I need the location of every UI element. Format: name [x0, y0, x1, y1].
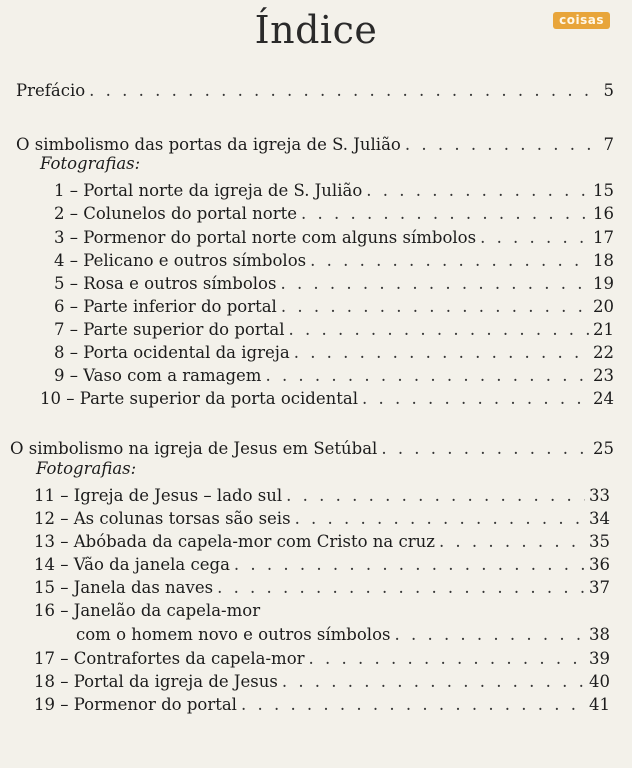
leader-dots	[301, 203, 589, 225]
toc-page-number: 23	[593, 366, 614, 385]
toc-item-text: 8 – Porta ocidental da igreja	[54, 343, 290, 362]
toc-item[interactable]	[34, 554, 610, 576]
toc-item[interactable]	[76, 624, 610, 646]
toc-item-text[interactable]: 16 – Janelão da capela-mor	[34, 601, 261, 620]
leader-dots	[362, 388, 589, 410]
leader-dots	[281, 296, 589, 318]
leader-dots	[480, 227, 589, 249]
leader-dots	[280, 273, 589, 295]
toc-item[interactable]	[54, 365, 614, 387]
toc-page-number: 16	[593, 204, 614, 223]
toc-page-number: 5	[603, 81, 614, 100]
leader-dots	[217, 577, 585, 599]
toc-item-text: 1 – Portal norte da igreja de S. Julião	[54, 181, 363, 200]
toc-item[interactable]	[54, 342, 614, 364]
toc-item-text: 10 – Parte superior da porta ocidental	[40, 389, 359, 408]
leader-dots	[394, 624, 585, 646]
toc-page-number: 36	[589, 555, 610, 574]
toc-page-number: 22	[593, 343, 614, 362]
toc-page-number: 34	[589, 509, 610, 528]
leader-dots	[282, 671, 585, 693]
toc-page-number: 33	[589, 486, 610, 505]
leader-dots	[234, 554, 585, 576]
toc-item[interactable]	[40, 388, 614, 410]
leader-dots	[381, 438, 589, 460]
toc-page-number: 24	[593, 389, 614, 408]
leader-dots	[265, 365, 589, 387]
leader-dots	[294, 342, 589, 364]
toc-page-number: 17	[593, 228, 614, 247]
toc-page-number: 19	[593, 274, 614, 293]
leader-dots	[241, 694, 585, 716]
toc-item-text: 18 – Portal da igreja de Jesus	[34, 672, 278, 691]
toc-item[interactable]	[54, 180, 614, 202]
leader-dots	[286, 485, 585, 507]
leader-dots	[366, 180, 589, 202]
toc-item-text: 19 – Pormenor do portal	[34, 695, 237, 714]
page-title: Índice	[254, 8, 378, 52]
leader-dots	[288, 319, 589, 341]
toc-entry-preface[interactable]	[16, 80, 614, 102]
toc-item-text: 14 – Vão da janela cega	[34, 555, 230, 574]
toc-item[interactable]	[34, 694, 610, 716]
toc-page-number: 25	[593, 439, 614, 458]
toc-item-text: 3 – Pormenor do portal norte com alguns símbolos	[54, 228, 477, 247]
toc-item[interactable]	[34, 508, 610, 530]
leader-dots	[89, 80, 590, 102]
toc-item-text: 12 – As colunas torsas são seis	[34, 509, 291, 528]
toc-page-number: 40	[589, 672, 610, 691]
toc-item[interactable]	[54, 296, 614, 318]
toc-page-number: 37	[589, 578, 610, 597]
leader-dots	[439, 531, 585, 553]
toc-item-text: 4 – Pelicano e outros símbolos	[54, 251, 307, 270]
toc-item[interactable]	[34, 485, 610, 507]
toc-item[interactable]	[54, 319, 614, 341]
coisas-badge: coisas	[553, 12, 610, 29]
toc-item-text: 13 – Abóbada da capela-mor com Cristo na cruz	[34, 532, 435, 551]
toc-page-number: 7	[603, 135, 614, 154]
toc-item-text: 7 – Parte superior do portal	[54, 320, 285, 339]
toc-item[interactable]	[54, 250, 614, 272]
toc-item[interactable]	[54, 227, 614, 249]
leader-dots	[295, 508, 585, 530]
toc-section-text: O simbolismo na igreja de Jesus em Setúbal	[10, 439, 378, 458]
toc-item[interactable]	[54, 203, 614, 225]
toc-page-number: 18	[593, 251, 614, 270]
toc-page-number: 39	[589, 649, 610, 668]
toc-page-number: 21	[593, 320, 614, 339]
toc-item-text: 9 – Vaso com a ramagem	[54, 366, 262, 385]
toc-item[interactable]	[54, 273, 614, 295]
toc-item-text: 6 – Parte inferior do portal	[54, 297, 277, 316]
section-1-subheading: Fotografias:	[40, 154, 141, 173]
toc-item[interactable]	[34, 648, 610, 670]
leader-dots	[310, 250, 589, 272]
section-2-subheading: Fotografias:	[36, 459, 137, 478]
toc-page-number: 15	[593, 181, 614, 200]
toc-item[interactable]	[34, 671, 610, 693]
toc-page-number: 35	[589, 532, 610, 551]
toc-item-text: 5 – Rosa e outros símbolos	[54, 274, 277, 293]
toc-item[interactable]	[34, 577, 610, 599]
toc-page-number: 20	[593, 297, 614, 316]
toc-item-text: 11 – Igreja de Jesus – lado sul	[34, 486, 283, 505]
toc-page-number: 41	[589, 695, 610, 714]
toc-item[interactable]	[34, 531, 610, 553]
toc-section-text: O simbolismo das portas da igreja de S. Julião	[16, 135, 401, 154]
toc-item-text: 17 – Contrafortes da capela-mor	[34, 649, 305, 668]
toc-section-2[interactable]	[10, 438, 614, 460]
toc-entry-text: Prefácio	[16, 81, 86, 100]
toc-item-text: com o homem novo e outros símbolos	[76, 625, 391, 644]
leader-dots	[405, 134, 590, 156]
toc-page-number: 38	[589, 625, 610, 644]
leader-dots	[309, 648, 585, 670]
toc-item-text: 2 – Colunelos do portal norte	[54, 204, 297, 223]
toc-item-text: 15 – Janela das naves	[34, 578, 214, 597]
